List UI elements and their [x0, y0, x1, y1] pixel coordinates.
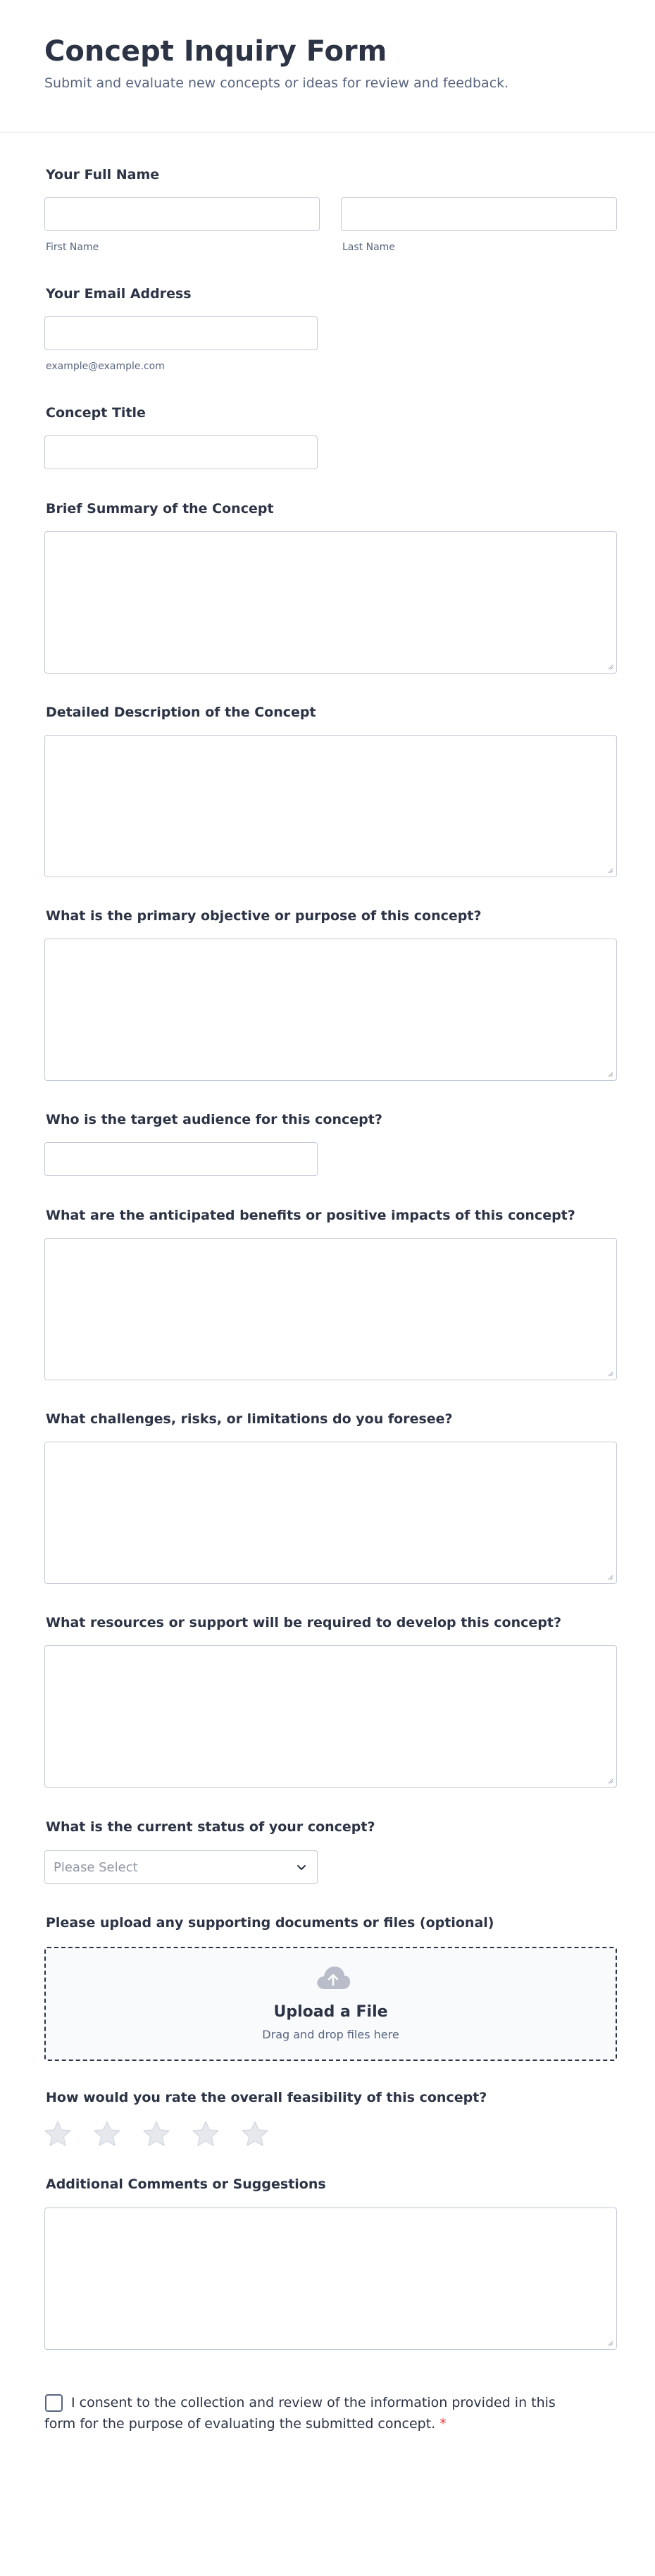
chevron-down-icon	[296, 1862, 307, 1873]
last-name-sublabel: Last Name	[342, 242, 395, 253]
rating-label: How would you rate the overall feasibility of this concept?	[46, 2090, 487, 2105]
description-textarea[interactable]	[44, 735, 617, 877]
audience-input[interactable]	[44, 1142, 318, 1176]
summary-label: Brief Summary of the Concept	[46, 501, 274, 516]
resize-grip-icon[interactable]	[606, 1573, 613, 1580]
first-name-input[interactable]	[44, 197, 320, 231]
star-icon[interactable]	[142, 2119, 171, 2149]
resize-grip-icon[interactable]	[606, 1070, 613, 1077]
summary-textarea[interactable]	[44, 531, 617, 674]
file-upload-dropzone[interactable]	[44, 1947, 617, 2061]
objective-label: What is the primary objective or purpose of this concept?	[46, 908, 482, 924]
full-name-label: Your Full Name	[46, 167, 160, 182]
last-name-input[interactable]	[341, 197, 617, 231]
resize-grip-icon[interactable]	[606, 1777, 613, 1784]
required-asterisk: *	[439, 2416, 447, 2432]
resources-label: What resources or support will be required to develop this concept?	[46, 1615, 561, 1630]
resize-grip-icon[interactable]	[606, 1370, 613, 1377]
challenges-textarea[interactable]	[44, 1442, 617, 1584]
star-icon[interactable]	[43, 2119, 73, 2149]
resize-grip-icon[interactable]	[606, 663, 613, 670]
audience-label: Who is the target audience for this concept?	[46, 1112, 382, 1127]
objective-textarea[interactable]	[44, 939, 617, 1081]
status-select-value: Please Select	[54, 1860, 138, 1875]
upload-hint: Drag and drop files here	[262, 2028, 399, 2041]
star-icon[interactable]	[240, 2119, 270, 2149]
form-title: Concept Inquiry Form	[44, 35, 387, 68]
resources-textarea[interactable]	[44, 1645, 617, 1788]
cloud-upload-icon	[315, 1964, 351, 1992]
first-name-sublabel: First Name	[46, 242, 99, 253]
star-icon[interactable]	[191, 2119, 220, 2149]
consent-text	[44, 2392, 580, 2434]
form-header	[0, 0, 655, 132]
status-select[interactable]	[44, 1850, 318, 1884]
email-label: Your Email Address	[46, 286, 192, 302]
star-icon[interactable]	[92, 2119, 122, 2149]
resize-grip-icon[interactable]	[606, 2339, 613, 2346]
email-input[interactable]	[44, 316, 318, 350]
comments-textarea[interactable]	[44, 2207, 617, 2350]
form-subtitle: Submit and evaluate new concepts or ideas for review and feedback.	[44, 75, 509, 91]
status-label: What is the current status of your concept?	[46, 1819, 375, 1835]
resize-grip-icon[interactable]	[606, 867, 613, 874]
email-sublabel: example@example.com	[46, 361, 165, 372]
consent-label: I consent to the collection and review of the information provided in this form for the purpose of evaluating the submitted concept.	[44, 2395, 556, 2432]
concept-title-input[interactable]	[44, 435, 318, 469]
upload-title: Upload a File	[273, 2003, 388, 2021]
benefits-label: What are the anticipated benefits or positive impacts of this concept?	[46, 1208, 575, 1223]
description-label: Detailed Description of the Concept	[46, 705, 316, 720]
benefits-textarea[interactable]	[44, 1238, 617, 1380]
upload-label: Please upload any supporting documents or files (optional)	[46, 1915, 494, 1931]
comments-label: Additional Comments or Suggestions	[46, 2176, 326, 2192]
challenges-label: What challenges, risks, or limitations do you foresee?	[46, 1411, 453, 1427]
concept-title-label: Concept Title	[46, 405, 146, 421]
